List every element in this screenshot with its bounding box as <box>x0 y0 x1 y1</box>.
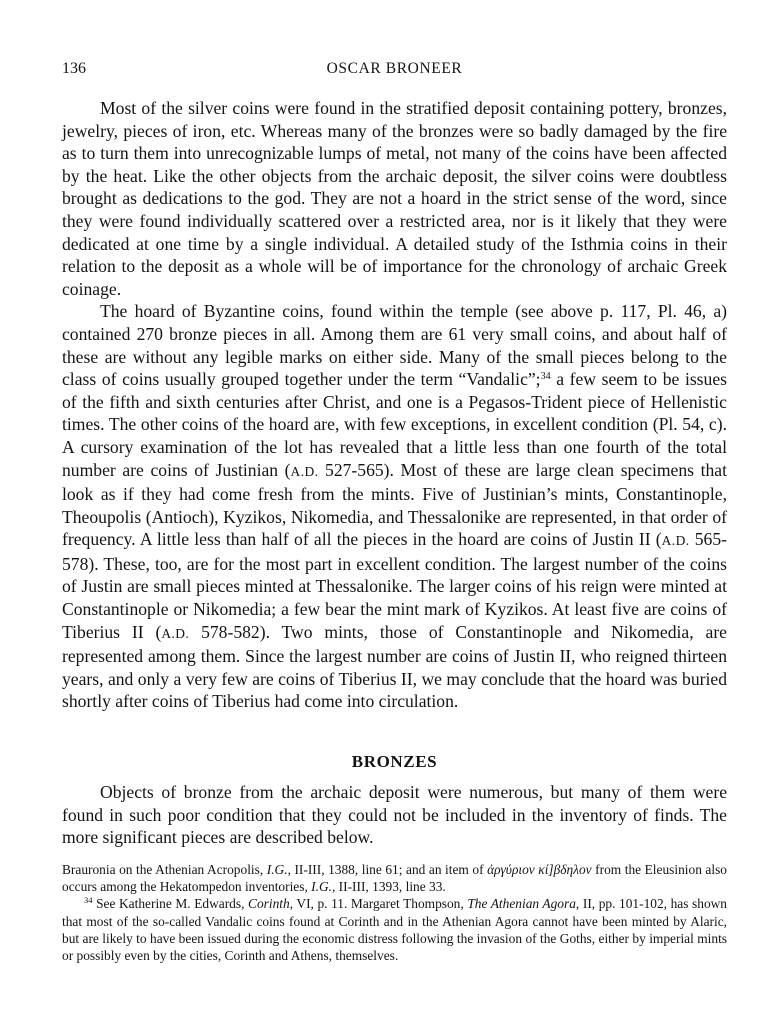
section-heading-bronzes: BRONZES <box>351 752 438 771</box>
citation-ig: I.G. <box>266 862 288 877</box>
page-header <box>62 60 727 84</box>
text-run: , II-III, 1388, line 61; and an item of <box>287 862 488 877</box>
text-run: , VI, p. 11. Margaret Thompson, <box>289 896 468 912</box>
text-run: The hoard of Byzantine coins, found within the temple (see above p. 117, Pl. 46, a) contained 270 bronze pieces in all. Among them are 61 very small coins, and about half of these are without any legible marks on either side. Many of the small pieces belong to the class of coins usually grouped together under the term “Vandalic”; <box>62 301 727 390</box>
citation-athenian-agora: The Athenian Agora <box>467 896 576 912</box>
citation-ig: I.G. <box>311 879 332 895</box>
text-run: 578-582). Two mints, those of Constantinople and Nikomedia, are represented among them. Since the largest number are coins of Justin II, who reigned thirteen years, and only a very few are coins of Tiberius II, we may conclude that the hoard was buried shortly after coins of Tiberius had come into circulation. <box>62 621 727 712</box>
citation-corinth: Corinth <box>248 896 290 912</box>
era-abbreviation: A.D. <box>161 625 190 641</box>
footnote-reference: 34 <box>540 371 551 383</box>
footnote-34 <box>62 895 727 964</box>
running-head: OSCAR BRONEER <box>326 60 463 77</box>
text-run: , II, pp. 101-102, has shown that most of the so-called Vandalic coins found at Corinth and in the Athenian Agora cannot have been minted by Alaric, but are likely to have been issued during the economic distress following the invasion of the Goths, either by imperial mints or possibly even by the cities, Corinth and Athens, themselves. <box>62 896 728 964</box>
text-run: 565-578). These, too, are for the most part in excellent condition. The largest number of the coins of Justin are small pieces minted at Thessalonike. The larger coins of his reign were minted at Constantinople or Nikomedia; a few bear the mint mark of Kyzikos. At least five are coins of Tiberius II ( <box>62 529 727 642</box>
footnote-33-continuation <box>62 861 727 895</box>
era-abbreviation: A.D. <box>290 463 319 479</box>
paragraph-silver-coins: Most of the silver coins were found in the stratified deposit containing pottery, bronzes, jewelry, pieces of iron, etc. Whereas many of the bronzes were so badly damaged by the fire as to turn them into unrecognizable lumps of metal, not many of the coins have been affected by the heat. Like the other objects from the archaic deposit, the silver coins were doubtless brought as dedications to the god. They are not a hoard in the strict sense of the word, since they were found individually scattered over a restricted area, nor is it likely that they were dedicated at one time by a single individual. A detailed study of the Isthmia coins in their relation to the deposit as a whole will be of importance for the chronology of archaic Greek coinage. <box>62 98 727 299</box>
text-run: from the Eleusinion also occurs among the Hekatompedon inventories, <box>62 862 727 895</box>
greek-term: ἀργύριον κί]βδηλον <box>487 862 592 877</box>
text-run: Brauronia on the Athenian Acropolis, <box>62 862 267 877</box>
footnote-number: 34 <box>84 895 93 906</box>
era-abbreviation: A.D. <box>661 533 690 549</box>
paragraph-byzantine-hoard <box>62 300 727 713</box>
main-text <box>62 97 727 713</box>
paragraph-bronzes: Objects of bronze from the archaic deposit were numerous, but many of them were found in such poor condition that they could not be included in the inventory of finds. The more significant pieces are described below. <box>62 782 727 848</box>
page-number: 136 <box>62 60 86 77</box>
text-run: 527-565). Most of these are large clean specimens that look as if they had come fresh from the mints. Five of Justinian’s mints, Constantinople, Theoupolis (Antioch), Kyzikos, Nikomedia, and Thessalonike are represented, in that order of frequency. A little less than half of all the pieces in the hoard are coins of Justin II ( <box>62 459 727 550</box>
text-run: , II-III, 1393, line 33. <box>331 879 446 895</box>
footnotes <box>62 861 727 964</box>
text-run: a few seem to be issues of the fifth and sixth centuries after Christ, and one is a Pegasos-Trident piece of Hellenistic times. The other coins of the hoard are, with few exceptions, in excellent condition (Pl. 54, c). A cursory examination of the lot has revealed that a little less than one fourth of the total number are coins of Justinian ( <box>62 369 727 480</box>
text-run: See Katherine M. Edwards, <box>92 896 249 912</box>
